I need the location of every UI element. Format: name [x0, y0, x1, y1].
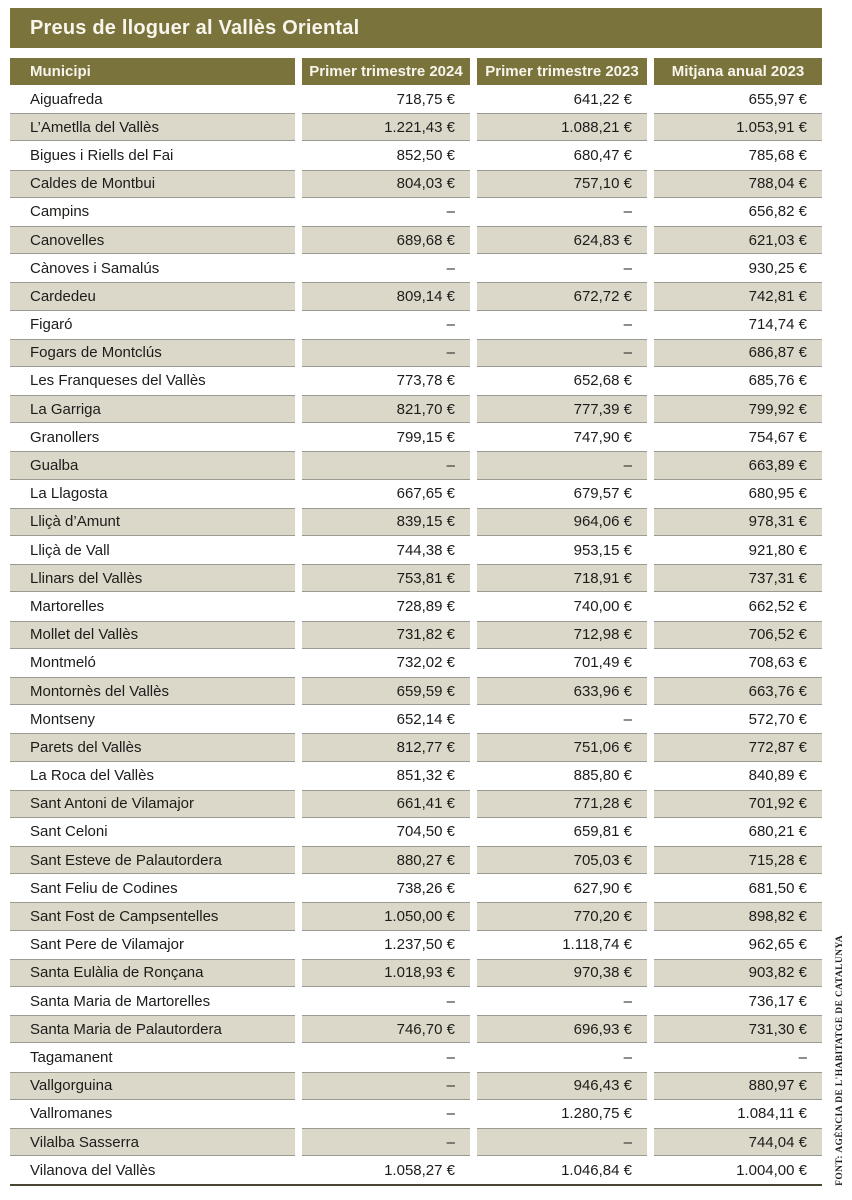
table-row [10, 1015, 822, 1043]
table-row [10, 649, 822, 677]
value-cell: 852,50 € [396, 146, 455, 164]
table-header-row [10, 58, 822, 85]
value-cell: 898,82 € [654, 902, 822, 930]
value-cell: 572,70 € [748, 710, 807, 728]
value-cell: 641,22 € [573, 90, 632, 108]
value-cell: 696,93 € [477, 1015, 647, 1043]
table-row [10, 536, 822, 564]
value-cell: – [477, 451, 647, 479]
value-cell: 680,95 € [748, 485, 807, 503]
value-cell: 663,76 € [654, 677, 822, 705]
value-cell: 1.118,74 € [562, 936, 632, 954]
rent-prices-table [10, 58, 822, 1186]
value-cell: – [623, 203, 632, 221]
value-cell: 788,04 € [654, 170, 822, 198]
municipality-cell: Lliçà de Vall [30, 541, 110, 559]
value-cell: 662,52 € [748, 597, 807, 615]
value-cell: 731,30 € [654, 1015, 822, 1043]
value-cell: 946,43 € [477, 1072, 647, 1100]
value-cell: 718,75 € [396, 90, 455, 108]
value-cell: 685,76 € [748, 372, 807, 390]
value-cell: 705,03 € [477, 846, 647, 874]
table-row [10, 226, 822, 254]
value-cell: 718,91 € [477, 564, 647, 592]
value-cell: 880,97 € [654, 1072, 822, 1100]
municipality-cell: Canovelles [10, 226, 295, 254]
municipality-cell: Granollers [30, 428, 100, 446]
municipality-cell: Aiguafreda [30, 90, 103, 108]
value-cell: 667,65 € [396, 485, 455, 503]
value-cell: 1.084,11 € [737, 1105, 807, 1123]
municipality-cell: Sant Esteve de Palautordera [10, 846, 295, 874]
municipality-cell: Campins [30, 203, 90, 221]
value-cell: 953,15 € [573, 541, 632, 559]
value-cell: 851,32 € [396, 767, 455, 785]
value-cell: – [446, 1105, 455, 1123]
column-header-annual-2023: Mitjana anual 2023 [654, 58, 822, 85]
value-cell: – [302, 1128, 470, 1156]
table-row [10, 790, 822, 818]
value-cell: 771,28 € [477, 790, 647, 818]
table-row [10, 508, 822, 536]
value-cell: 773,78 € [396, 372, 455, 390]
municipality-cell: Gualba [10, 451, 295, 479]
column-header-municipi: Municipi [10, 58, 295, 85]
value-cell: 627,90 € [573, 879, 632, 897]
value-cell: 885,80 € [573, 767, 632, 785]
value-cell: 744,04 € [654, 1128, 822, 1156]
value-cell: 880,27 € [302, 846, 470, 874]
value-cell: 621,03 € [654, 226, 822, 254]
value-cell: – [446, 992, 455, 1010]
table-row [10, 818, 822, 846]
value-cell: 770,20 € [477, 902, 647, 930]
table-row [10, 1072, 822, 1100]
value-cell: 706,52 € [654, 621, 822, 649]
table-body [10, 85, 822, 1184]
value-cell: – [477, 339, 647, 367]
value-cell: – [623, 316, 632, 334]
municipality-cell: Tagamanent [30, 1048, 113, 1066]
municipality-cell: Vilanova del Vallès [30, 1161, 156, 1179]
municipality-cell: Montseny [30, 710, 96, 728]
table-row [10, 677, 822, 705]
value-cell: 681,50 € [748, 879, 807, 897]
table-row [10, 367, 822, 395]
value-cell: 1.058,27 € [384, 1161, 455, 1179]
value-cell: 659,81 € [573, 823, 632, 841]
municipality-cell: Santa Maria de Martorelles [30, 992, 211, 1010]
municipality-cell: Parets del Vallès [10, 733, 295, 761]
table-row [10, 311, 822, 339]
column-header-q1-2024: Primer trimestre 2024 [302, 58, 470, 85]
value-cell: 753,81 € [302, 564, 470, 592]
value-cell: 1.004,00 € [736, 1161, 807, 1179]
value-cell: 772,87 € [654, 733, 822, 761]
value-cell: 930,25 € [748, 259, 807, 277]
municipality-cell: Figaró [30, 316, 73, 334]
value-cell: 804,03 € [302, 170, 470, 198]
table-row [10, 959, 822, 987]
value-cell: 812,77 € [302, 733, 470, 761]
municipality-cell: Les Franqueses del Vallès [30, 372, 206, 390]
value-cell: – [798, 1048, 807, 1066]
municipality-cell: Lliçà d’Amunt [10, 508, 295, 536]
value-cell: – [302, 339, 470, 367]
table-row [10, 395, 822, 423]
value-cell: 921,80 € [748, 541, 807, 559]
value-cell: 663,89 € [654, 451, 822, 479]
table-row [10, 902, 822, 930]
value-cell: – [446, 203, 455, 221]
value-cell: 839,15 € [302, 508, 470, 536]
value-cell: – [477, 1128, 647, 1156]
value-cell: 903,82 € [654, 959, 822, 987]
municipality-cell: Caldes de Montbui [10, 170, 295, 198]
municipality-cell: La Llagosta [30, 485, 108, 503]
table-row [10, 1156, 822, 1184]
value-cell: 1.237,50 € [384, 936, 455, 954]
value-cell: 656,82 € [748, 203, 807, 221]
table-row [10, 451, 822, 479]
value-cell: 715,28 € [654, 846, 822, 874]
value-cell: 742,81 € [654, 282, 822, 310]
table-row [10, 564, 822, 592]
municipality-cell: Mollet del Vallès [10, 621, 295, 649]
value-cell: 712,98 € [477, 621, 647, 649]
municipality-cell: Santa Maria de Palautordera [10, 1015, 295, 1043]
table-row [10, 987, 822, 1015]
value-cell: 738,26 € [396, 879, 455, 897]
value-cell: 714,74 € [748, 316, 807, 334]
value-cell: 751,06 € [477, 733, 647, 761]
value-cell: 689,68 € [302, 226, 470, 254]
municipality-cell: Sant Pere de Vilamajor [30, 936, 184, 954]
value-cell: – [623, 710, 632, 728]
table-row [10, 339, 822, 367]
value-cell: 964,06 € [477, 508, 647, 536]
value-cell: – [302, 451, 470, 479]
table-row [10, 1128, 822, 1156]
value-cell: 701,92 € [654, 790, 822, 818]
table-row [10, 621, 822, 649]
municipality-cell: Sant Feliu de Codines [30, 879, 178, 897]
municipality-cell: Cànoves i Samalús [30, 259, 160, 277]
table-row [10, 705, 822, 733]
municipality-cell: Vallromanes [30, 1105, 113, 1123]
table-row [10, 282, 822, 310]
value-cell: 1.018,93 € [302, 959, 470, 987]
value-cell: 777,39 € [477, 395, 647, 423]
value-cell: – [446, 1048, 455, 1066]
value-cell: 728,89 € [396, 597, 455, 615]
value-cell: – [446, 316, 455, 334]
value-cell: 652,68 € [573, 372, 632, 390]
municipality-cell: Sant Fost de Campsentelles [10, 902, 295, 930]
table-row [10, 874, 822, 902]
value-cell: 737,31 € [654, 564, 822, 592]
value-cell: 1.046,84 € [561, 1161, 632, 1179]
value-cell: 624,83 € [477, 226, 647, 254]
municipality-cell: Fogars de Montclús [10, 339, 295, 367]
value-cell: 840,89 € [748, 767, 807, 785]
municipality-cell: Llinars del Vallès [10, 564, 295, 592]
value-cell: 754,67 € [748, 428, 807, 446]
value-cell: 747,90 € [573, 428, 632, 446]
table-row [10, 198, 822, 226]
value-cell: 652,14 € [396, 710, 455, 728]
value-cell: 704,50 € [396, 823, 455, 841]
value-cell: 736,17 € [748, 992, 807, 1010]
value-cell: – [623, 259, 632, 277]
value-cell: 686,87 € [654, 339, 822, 367]
table-row [10, 733, 822, 761]
table-row [10, 592, 822, 620]
table-row [10, 846, 822, 874]
value-cell: 970,38 € [477, 959, 647, 987]
value-cell: 661,41 € [302, 790, 470, 818]
value-cell: 744,38 € [396, 541, 455, 559]
value-cell: 978,31 € [654, 508, 822, 536]
value-cell: 1.221,43 € [302, 113, 470, 141]
table-row [10, 423, 822, 451]
value-cell: 680,21 € [748, 823, 807, 841]
municipality-cell: Martorelles [30, 597, 105, 615]
value-cell: 680,47 € [573, 146, 632, 164]
value-cell: 1.280,75 € [561, 1105, 632, 1123]
table-row [10, 762, 822, 790]
column-header-q1-2023: Primer trimestre 2023 [477, 58, 647, 85]
municipality-cell: Montmeló [30, 654, 96, 672]
value-cell: 679,57 € [573, 485, 632, 503]
table-row [10, 1100, 822, 1128]
municipality-cell: Bigues i Riells del Fai [30, 146, 174, 164]
table-row [10, 1043, 822, 1071]
value-cell: 799,92 € [654, 395, 822, 423]
municipality-cell: L’Ametlla del Vallès [10, 113, 295, 141]
table-row [10, 113, 822, 141]
value-cell: 1.050,00 € [302, 902, 470, 930]
table-row [10, 85, 822, 113]
value-cell: 746,70 € [302, 1015, 470, 1043]
municipality-cell: La Roca del Vallès [30, 767, 154, 785]
municipality-cell: La Garriga [10, 395, 295, 423]
value-cell: 1.053,91 € [654, 113, 822, 141]
value-cell: 785,68 € [748, 146, 807, 164]
value-cell: 659,59 € [302, 677, 470, 705]
municipality-cell: Sant Antoni de Vilamajor [10, 790, 295, 818]
value-cell: 708,63 € [748, 654, 807, 672]
value-cell: 655,97 € [748, 90, 807, 108]
value-cell: 701,49 € [573, 654, 632, 672]
value-cell: 731,82 € [302, 621, 470, 649]
value-cell: 740,00 € [573, 597, 632, 615]
value-cell: 732,02 € [396, 654, 455, 672]
municipality-cell: Vilalba Sasserra [10, 1128, 295, 1156]
source-attribution: FONT: AGÈNCIA DE L'HABITATGE DE CATALUNYA [835, 935, 845, 1186]
municipality-cell: Sant Celoni [30, 823, 108, 841]
value-cell: – [302, 1072, 470, 1100]
value-cell: 1.088,21 € [477, 113, 647, 141]
value-cell: – [623, 1048, 632, 1066]
municipality-cell: Montornès del Vallès [10, 677, 295, 705]
value-cell: 633,96 € [477, 677, 647, 705]
value-cell: 757,10 € [477, 170, 647, 198]
municipality-cell: Cardedeu [10, 282, 295, 310]
value-cell: – [446, 259, 455, 277]
table-row [10, 254, 822, 282]
municipality-cell: Santa Eulàlia de Ronçana [10, 959, 295, 987]
table-row [10, 170, 822, 198]
value-cell: 799,15 € [396, 428, 455, 446]
table-row [10, 931, 822, 959]
page-title: Preus de lloguer al Vallès Oriental [10, 8, 822, 48]
municipality-cell: Vallgorguina [10, 1072, 295, 1100]
value-cell: 962,65 € [748, 936, 807, 954]
value-cell: 821,70 € [302, 395, 470, 423]
value-cell: – [623, 992, 632, 1010]
value-cell: 672,72 € [477, 282, 647, 310]
table-row [10, 141, 822, 169]
table-row [10, 480, 822, 508]
value-cell: 809,14 € [302, 282, 470, 310]
